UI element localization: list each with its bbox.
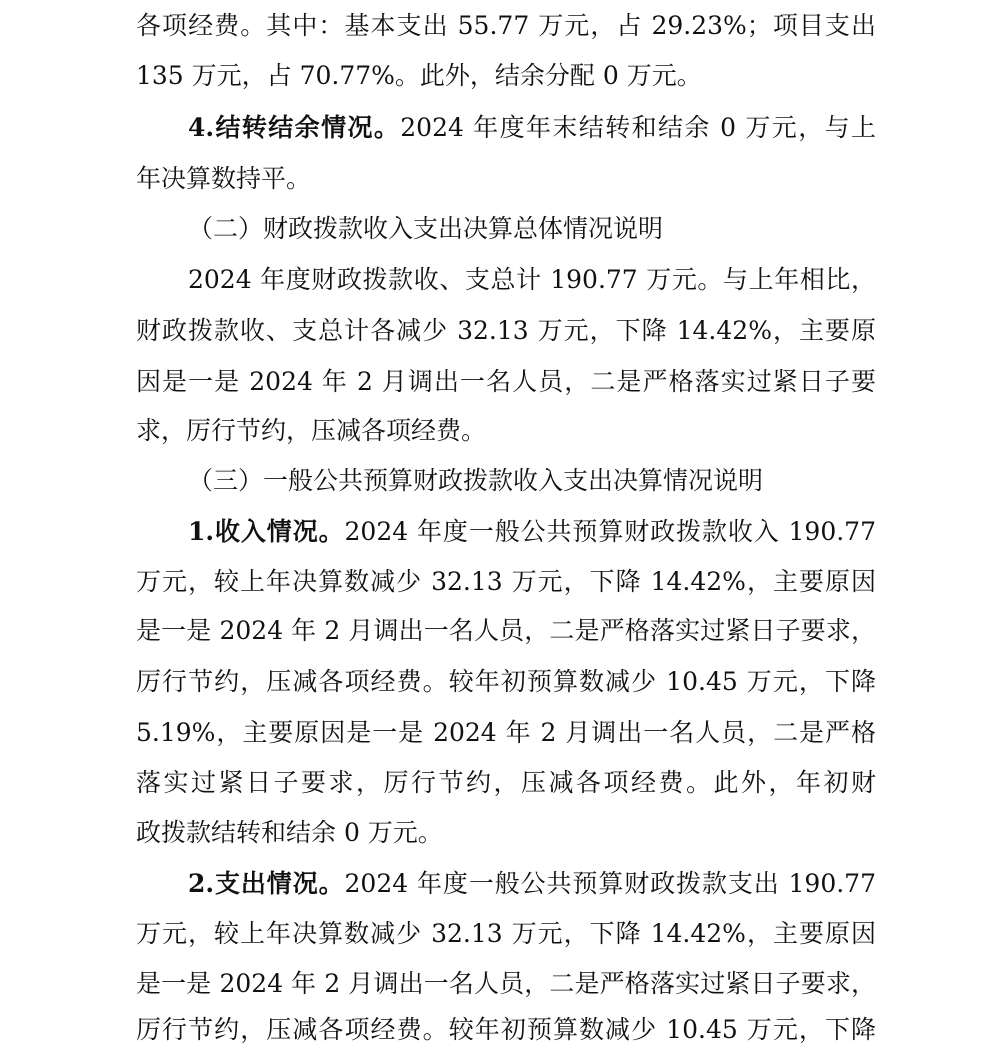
text-line [136,605,876,657]
line-text: 5.19%，主要原因是一是 2024 年 2 月调出一名人员，二是严格 [136,718,876,747]
section-heading [188,203,876,255]
text-line [136,908,876,960]
text-line [136,757,876,809]
paragraph-first-line [188,254,876,306]
line-text: 135 万元，占 70.77%。此外，结余分配 0 万元。 [136,61,702,90]
paragraph-first-line [188,506,876,558]
section-lead-bold: 1.收入情况。 [188,517,345,546]
text-line [136,807,876,859]
line-text: 万元，较上年决算数减少 32.13 万元，下降 14.42%，主要原因 [136,567,876,596]
paragraph-first-line [188,858,876,910]
text-line [136,405,876,457]
line-text: 厉行节约，压减各项经费。较年初预算数减少 10.45 万元，下降 [136,1015,876,1044]
text-line [136,0,876,52]
text-line [136,305,876,357]
heading-text: （二）财政拨款收入支出决算总体情况说明 [188,214,664,243]
line-text: 因是一是 2024 年 2 月调出一名人员，二是严格落实过紧日子要 [136,367,876,396]
section-lead-bold: 2.支出情况。 [188,869,345,898]
paragraph-first-line [188,102,876,154]
line-text: 是一是 2024 年 2 月调出一名人员，二是严格落实过紧日子要求， [136,969,876,998]
line-text: 厉行节约，压减各项经费。较年初预算数减少 10.45 万元，下降 [136,667,876,696]
line-text: 政拨款结转和结余 0 万元。 [136,818,443,847]
line-text: 各项经费。其中：基本支出 55.77 万元，占 29.23%；项目支出 [136,11,876,40]
line-text: 万元，较上年决算数减少 32.13 万元，下降 14.42%，主要原因 [136,919,876,948]
text-line [136,556,876,608]
text-line [136,707,876,759]
text-line [136,356,876,408]
text-line [136,1004,876,1056]
line-text: 财政拨款收、支总计各减少 32.13 万元，下降 14.42%，主要原 [136,316,876,345]
line-text: 2024 年度一般公共预算财政拨款支出 190.77 [344,869,876,898]
line-text: 2024 年度一般公共预算财政拨款收入 190.77 [344,517,876,546]
line-text: 落实过紧日子要求，厉行节约，压减各项经费。此外，年初财 [136,768,876,797]
text-line [136,958,876,1010]
line-text: 年决算数持平。 [136,164,312,193]
line-text: 求，厉行节约，压减各项经费。 [136,416,487,445]
text-line [136,153,876,205]
section-heading [188,455,876,507]
heading-text: （三）一般公共预算财政拨款收入支出决算情况说明 [188,466,764,495]
text-line [136,50,876,102]
text-line [136,656,876,708]
section-lead-bold: 4.结转结余情况。 [188,113,401,142]
line-text: 是一是 2024 年 2 月调出一名人员，二是严格落实过紧日子要求， [136,616,876,645]
line-text: 2024 年度年末结转和结余 0 万元，与上 [400,113,876,142]
line-text: 2024 年度财政拨款收、支总计 190.77 万元。与上年相比， [188,265,876,294]
